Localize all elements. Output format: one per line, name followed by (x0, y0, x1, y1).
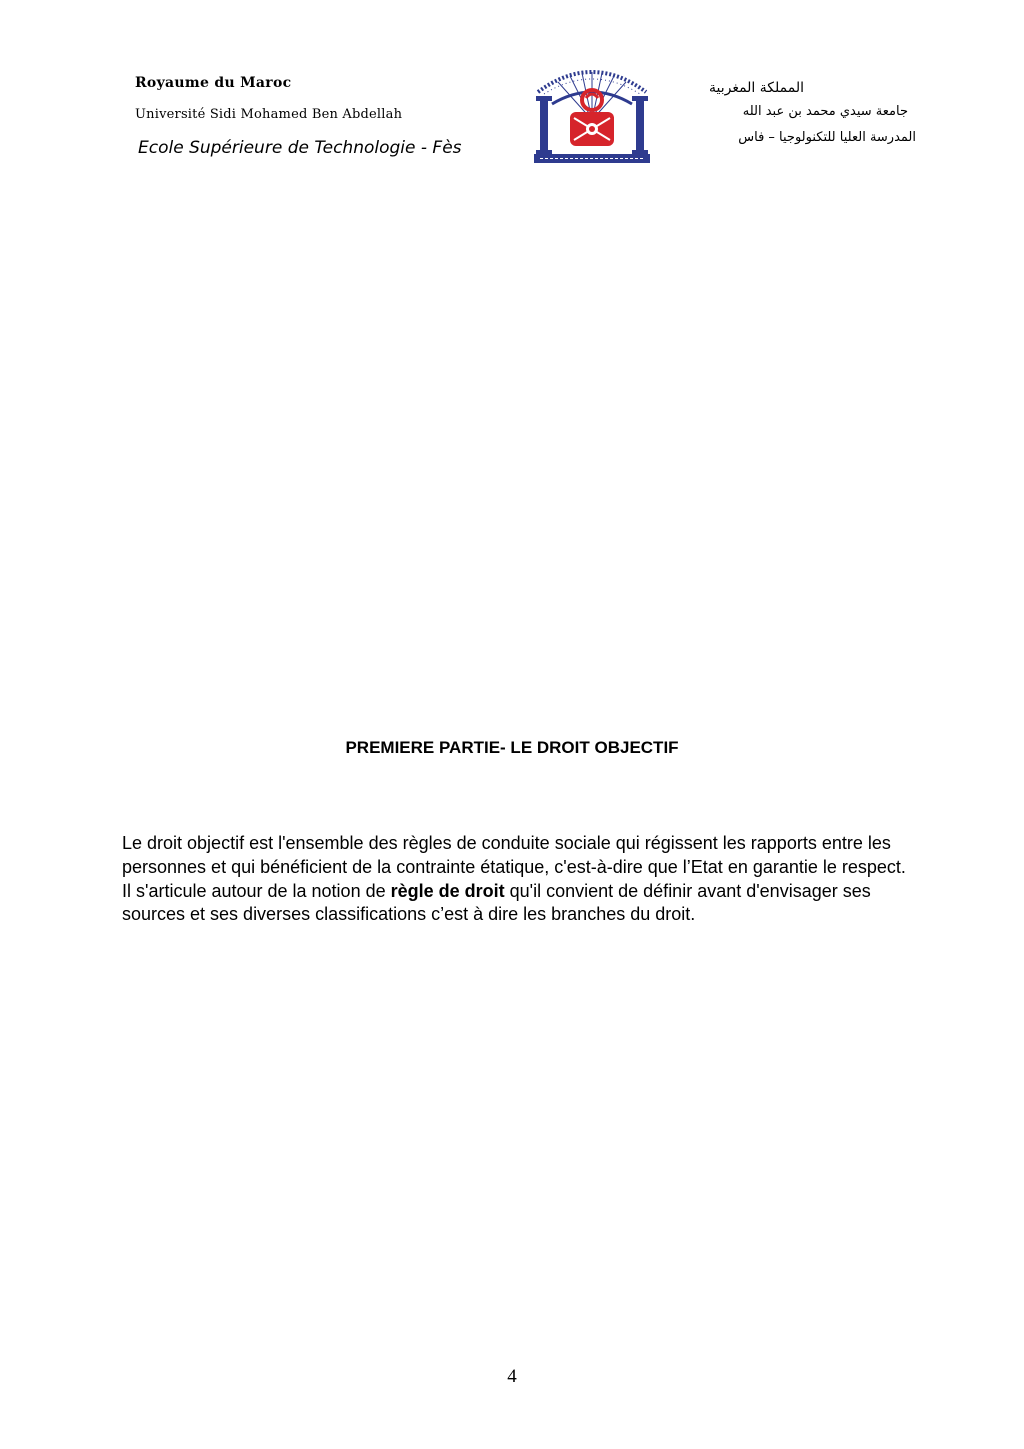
school-name-arabic: المدرسة العليا للتكنولوجيا – فاس (738, 130, 916, 145)
university-seal-icon (528, 60, 656, 166)
school-name: Ecole Supérieure de Technologie - Fès (138, 138, 462, 158)
kingdom-name: Royaume du Maroc (135, 75, 292, 91)
paragraph-text-after: qu'il convient de définir avant d'envisager ses sources et ses diverses classifications c’est à dire les branches du droit. (122, 880, 871, 925)
paragraph-definition: Le droit objectif est l'ensemble des règles de conduite sociale qui régissent les rapports entre les personnes et qui bénéficient de la contrainte étatique, c'est-à-dire que l’Etat en garantie le respect. (122, 833, 906, 877)
kingdom-name-arabic: المملكة المغربية (708, 80, 804, 96)
bold-term-regle-de-droit: règle de droit (390, 880, 505, 901)
part-title: PREMIERE PARTIE- LE DROIT OBJECTIF (345, 738, 679, 757)
university-name-arabic: جامعة سيدي محمد بن عبد الله (742, 104, 908, 119)
paragraph-rule-of-law (122, 880, 912, 928)
paragraph-text-before: Il s'articule autour de la notion de (122, 880, 391, 901)
header-right-block (690, 78, 916, 148)
body-text (122, 832, 912, 927)
page-number: 4 (507, 1366, 517, 1387)
university-name: Université Sidi Mohamed Ben Abdellah (135, 107, 403, 122)
header-left-block (135, 74, 515, 158)
